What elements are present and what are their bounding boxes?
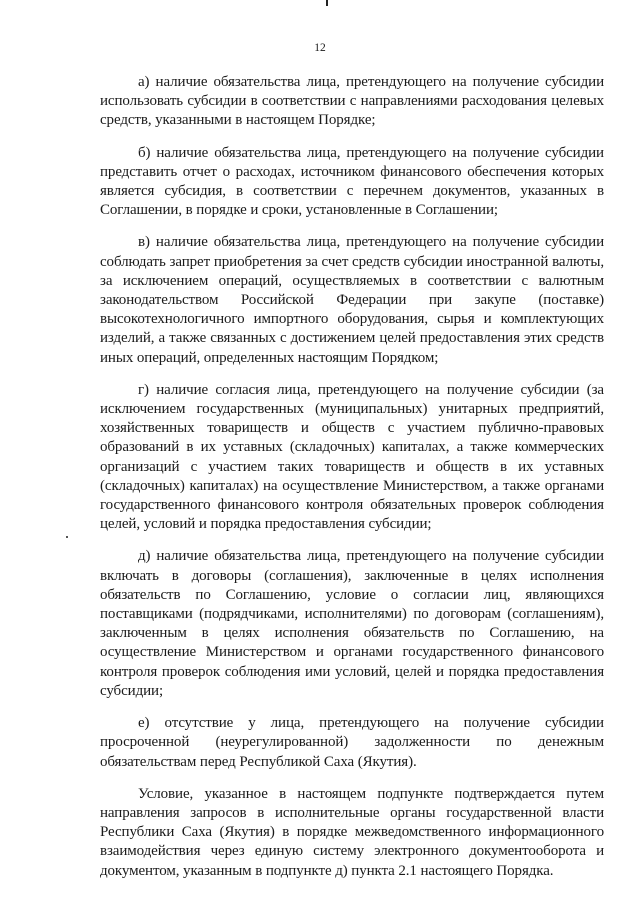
- scan-dot: [66, 536, 68, 538]
- paragraph-g: г) наличие согласия лица, претендующего на получение субсидии (за исключением государственных (муниципальных) унитарных предприятий, хозяйственных товариществ и обществ с участием публично-правовых образований в их уставных (складочных) капиталах, а также коммерческих организаций с участием таких товариществ и обществ в их уставных (складочных) капиталах) на осуществление Министерством, а также органами государственного финансового контроля обязательных проверок соблюдения целей, условий и порядка предоставления субсидии;: [100, 381, 604, 533]
- scan-mark: [326, 0, 328, 6]
- document-body: [100, 73, 604, 881]
- paragraph-condition: Условие, указанное в настоящем подпункте подтверждается путем направления запросов в исполнительные органы государственной власти Республики Саха (Якутия) в порядке межведомственного информационного взаимодействия через единую систему электронного документооборота и документом, указанным в подпункте д) пункта 2.1 настоящего Порядка.: [100, 785, 604, 879]
- paragraph-v: в) наличие обязательства лица, претендующего на получение субсидии соблюдать запрет приобретения за счет средств субсидии иностранной валюты, за исключением операций, осуществляемых в соответствии с валютным законодательством Российской Федерации при закупе (поставке) высокотехнологичного импортного оборудования, сырья и комплектующих изделий, а также связанных с достижением целей предоставления этих средств иных операций, определенных настоящим Порядком;: [100, 234, 604, 366]
- page-number: 12: [314, 42, 326, 54]
- paragraph-b: б) наличие обязательства лица, претендующего на получение субсидии представить отчет о расходах, источником финансового обеспечения которых является субсидия, в соответствии с перечнем документов, указанных в Соглашении, в порядке и сроки, установленные в Соглашении;: [100, 144, 604, 219]
- paragraph-e: е) отсутствие у лица, претендующего на получение субсидии просроченной (неурегулированной) задолженности по денежным обязательствам перед Республикой Саха (Якутия).: [100, 715, 604, 770]
- paragraph-d: д) наличие обязательства лица, претендующего на получение субсидии включать в договоры (соглашения), заключенные в целях исполнения обязательств по Соглашению, условие о согласии лиц, являющихся поставщиками (подрядчиками, исполнителями) по договорам (соглашениям), заключенным в целях исполнения обязательств по Соглашению, на осуществление Министерством и органами государственного финансового контроля проверок соблюдения ими условий, целей и порядка предоставления субсидии;: [100, 548, 604, 699]
- paragraph-a: а) наличие обязательства лица, претендующего на получение субсидии использовать субсидии в соответствии с направлениями расходования целевых средств, указанными в настоящем Порядке;: [100, 74, 604, 129]
